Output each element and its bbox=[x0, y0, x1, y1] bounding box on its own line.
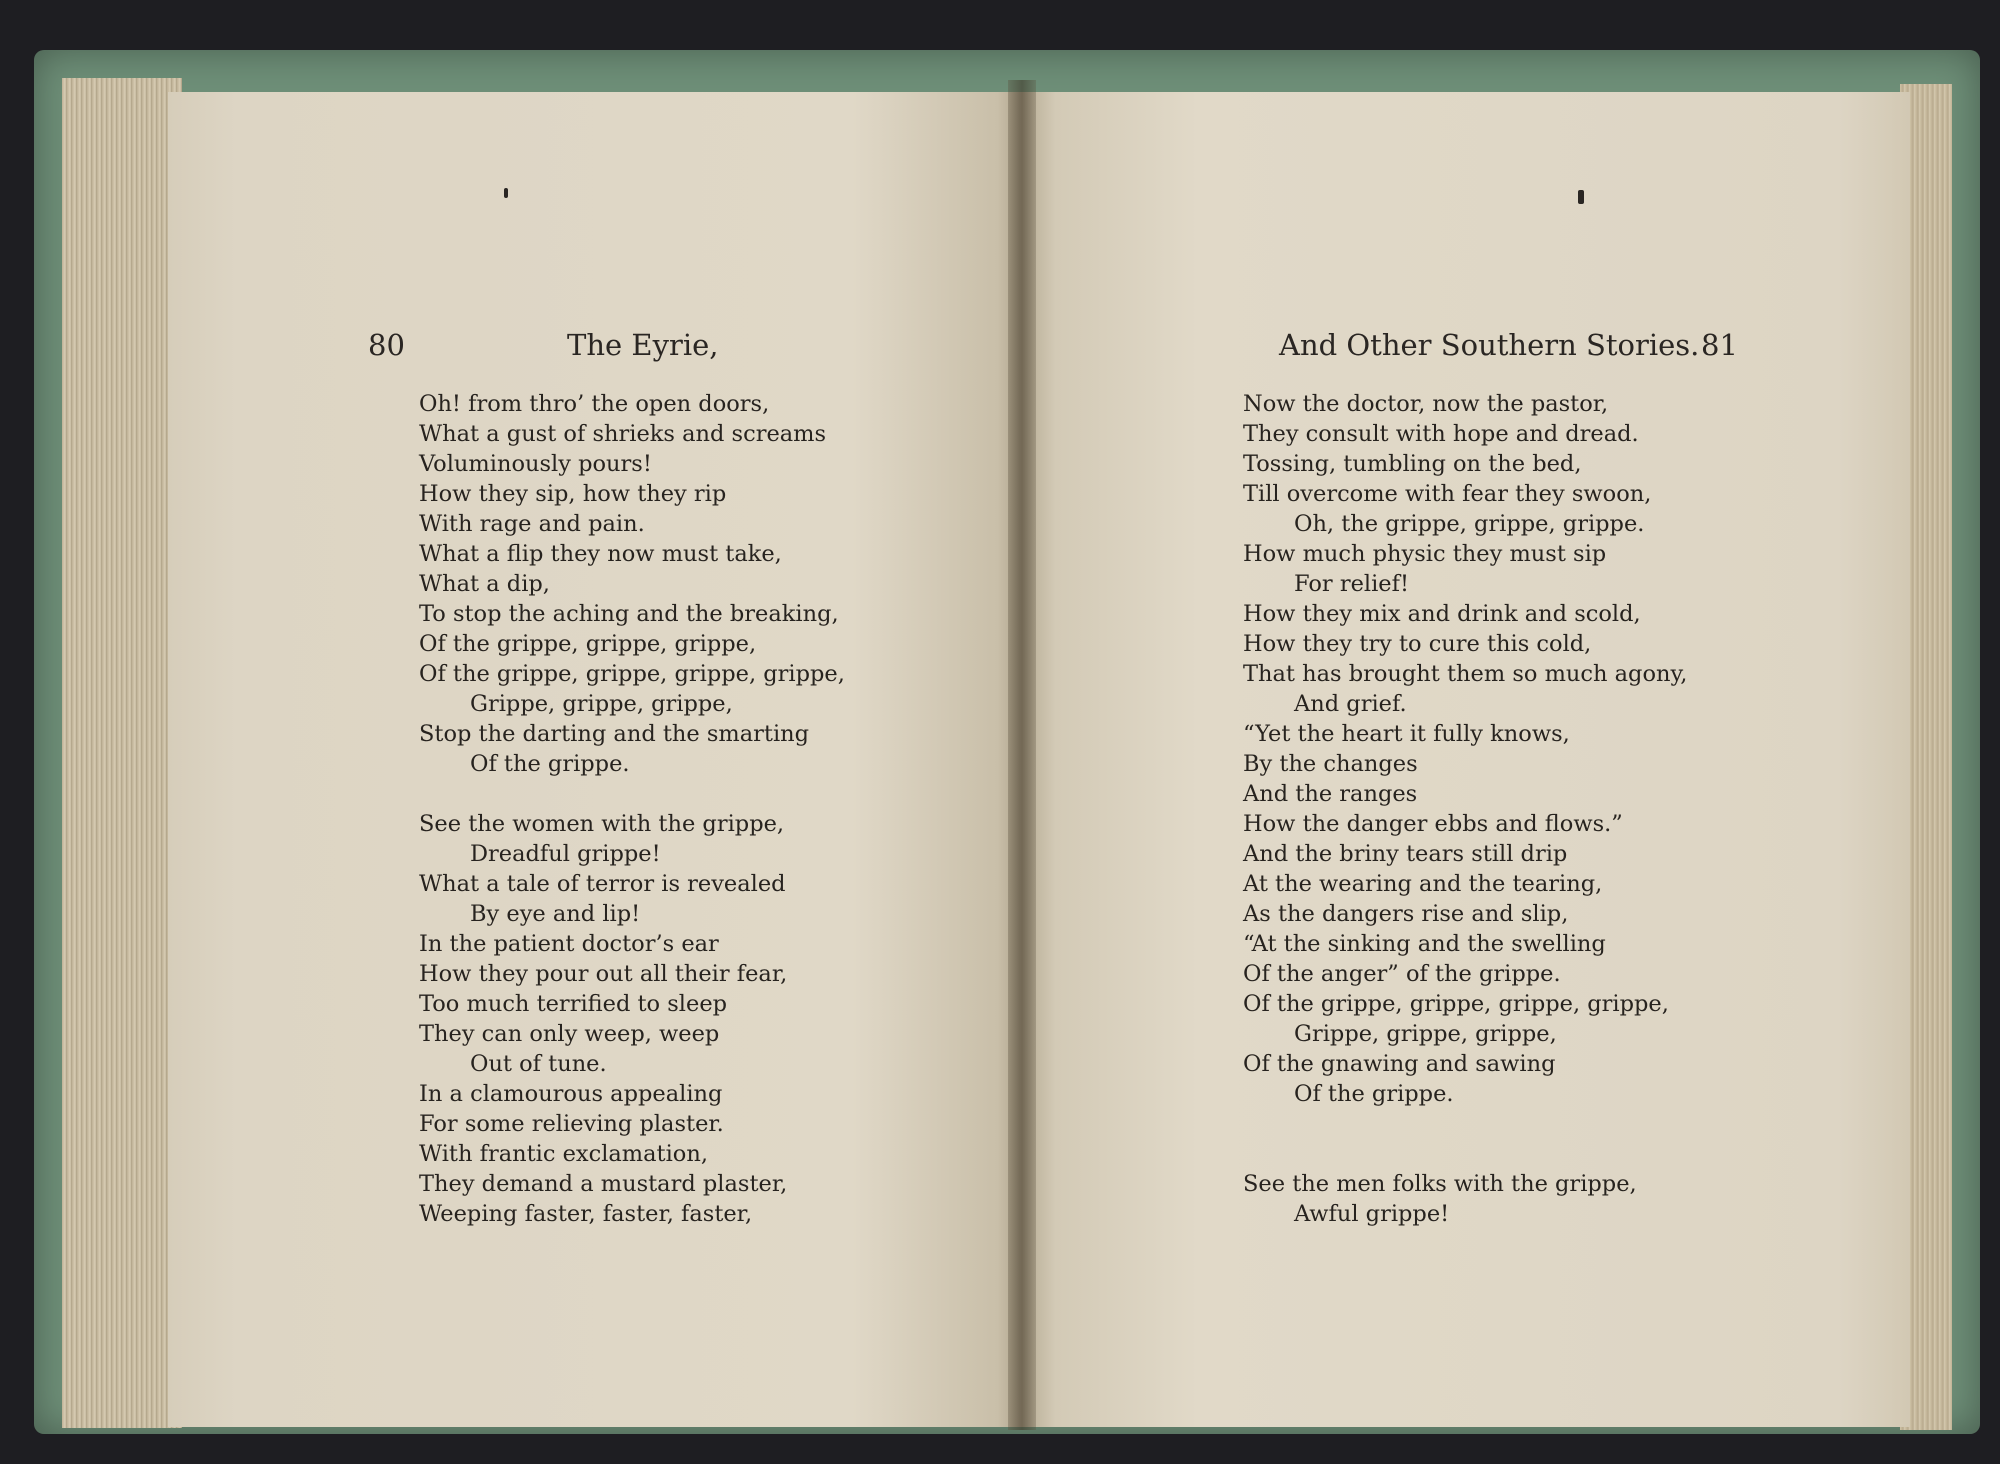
ink-mark bbox=[504, 188, 508, 198]
verse-line: And the ranges bbox=[1243, 781, 1418, 807]
verse-line bbox=[1243, 1139, 1687, 1169]
verse-line: At the wearing and the tearing, bbox=[1243, 871, 1603, 897]
verse-line: See the men folks with the grippe, bbox=[1243, 1171, 1637, 1197]
left-running-head: The Eyrie, bbox=[567, 328, 719, 362]
verse-line: What a flip they now must take, bbox=[419, 541, 782, 567]
left-page bbox=[168, 92, 1023, 1427]
right-verse bbox=[1243, 389, 1687, 1229]
verse-line: What a gust of shrieks and screams bbox=[419, 421, 827, 447]
left-verse bbox=[419, 389, 845, 1229]
verse-line: Of the grippe, grippe, grippe, grippe, bbox=[1243, 991, 1669, 1017]
right-running-head: And Other Southern Stories. bbox=[1279, 328, 1700, 362]
verse-line: Of the grippe, grippe, grippe, grippe, bbox=[419, 661, 845, 687]
right-page-number: 81 bbox=[1701, 328, 1738, 362]
verse-line: Grippe, grippe, grippe, bbox=[470, 691, 733, 717]
verse-line: What a dip, bbox=[419, 571, 550, 597]
verse-line: By the changes bbox=[1243, 751, 1418, 777]
verse-line: How they pour out all their fear, bbox=[419, 961, 788, 987]
verse-line: With rage and pain. bbox=[419, 511, 645, 537]
verse-line: Voluminously pours! bbox=[419, 451, 652, 477]
book-gutter bbox=[1008, 80, 1036, 1430]
verse-line: Tossing, tumbling on the bed, bbox=[1243, 451, 1582, 477]
verse-line: Now the doctor, now the pastor, bbox=[1243, 391, 1609, 417]
verse-line: To stop the aching and the breaking, bbox=[419, 601, 839, 627]
verse-line: Dreadful grippe! bbox=[470, 841, 661, 867]
verse-line: Of the anger” of the grippe. bbox=[1243, 961, 1561, 987]
verse-line: What a tale of terror is revealed bbox=[419, 871, 786, 897]
verse-line: See the women with the grippe, bbox=[419, 811, 785, 837]
ink-mark bbox=[1578, 190, 1584, 204]
verse-line: Till overcome with fear they swoon, bbox=[1243, 481, 1652, 507]
verse-line: Of the grippe. bbox=[470, 751, 630, 777]
verse-line: They consult with hope and dread. bbox=[1243, 421, 1639, 447]
verse-line: In the patient doctor’s ear bbox=[419, 931, 719, 957]
verse-line: “Yet the heart it fully knows, bbox=[1243, 721, 1570, 747]
verse-line: And the briny tears still drip bbox=[1243, 841, 1568, 867]
verse-line: Oh! from thro’ the open doors, bbox=[419, 391, 770, 417]
verse-line: Too much terrified to sleep bbox=[419, 991, 728, 1017]
verse-line: In a clamourous appealing bbox=[419, 1081, 723, 1107]
verse-line: They can only weep, weep bbox=[419, 1021, 720, 1047]
verse-line: Of the grippe, grippe, grippe, bbox=[419, 631, 757, 657]
verse-line: Of the grippe. bbox=[1294, 1081, 1454, 1107]
verse-line: Grippe, grippe, grippe, bbox=[1294, 1021, 1557, 1047]
verse-line: And grief. bbox=[1294, 691, 1407, 717]
verse-line: “At the sinking and the swelling bbox=[1243, 931, 1606, 957]
verse-line: Weeping faster, faster, faster, bbox=[419, 1201, 753, 1227]
verse-line: They demand a mustard plaster, bbox=[419, 1171, 788, 1197]
verse-line: For some relieving plaster. bbox=[419, 1111, 724, 1137]
verse-line bbox=[1243, 1109, 1687, 1139]
verse-line: Stop the darting and the smarting bbox=[419, 721, 810, 747]
verse-line: Awful grippe! bbox=[1294, 1201, 1450, 1227]
verse-line: As the dangers rise and slip, bbox=[1243, 901, 1569, 927]
verse-line: How they sip, how they rip bbox=[419, 481, 727, 507]
verse-line: How they mix and drink and scold, bbox=[1243, 601, 1641, 627]
verse-line: That has brought them so much agony, bbox=[1243, 661, 1688, 687]
verse-line: How they try to cure this cold, bbox=[1243, 631, 1592, 657]
verse-line: Oh, the grippe, grippe, grippe. bbox=[1294, 511, 1645, 537]
verse-line: Of the gnawing and sawing bbox=[1243, 1051, 1556, 1077]
verse-line: With frantic exclamation, bbox=[419, 1141, 708, 1167]
verse-line: For relief! bbox=[1294, 571, 1409, 597]
right-page bbox=[1020, 92, 1910, 1427]
verse-line: Out of tune. bbox=[470, 1051, 607, 1077]
verse-line: How much physic they must sip bbox=[1243, 541, 1607, 567]
left-page-number: 80 bbox=[368, 328, 405, 362]
verse-line: By eye and lip! bbox=[470, 901, 641, 927]
page-edges-left bbox=[62, 78, 182, 1428]
verse-line: How the danger ebbs and flows.” bbox=[1243, 811, 1623, 837]
verse-line bbox=[419, 779, 845, 809]
